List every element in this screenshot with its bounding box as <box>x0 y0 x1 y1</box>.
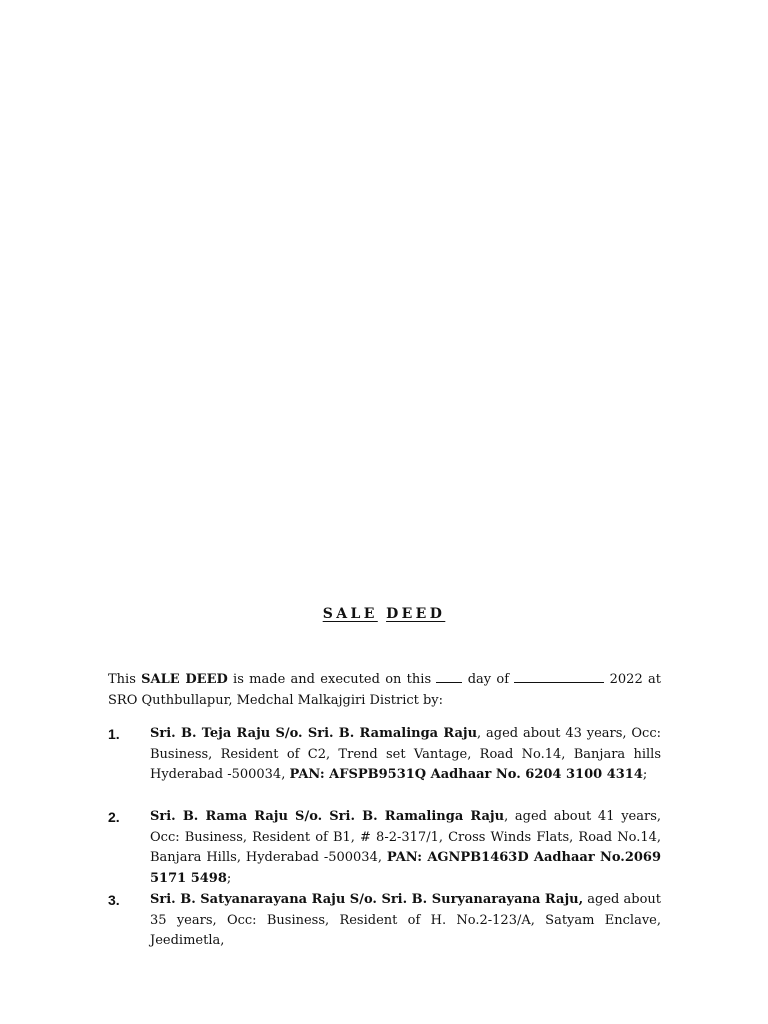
title-word-sale: SALE <box>322 606 378 622</box>
intro-text-1: This <box>108 672 142 687</box>
party-ids: PAN: AGNPB1463D Aadhaar No.2069 5171 5498 <box>150 850 662 886</box>
party-name: Sri. B. Satyanarayana Raju S/o. Sri. B. Suryanarayana Raju, <box>150 892 584 907</box>
intro-text-2: is made and executed on this <box>227 672 437 687</box>
party-details: , aged about 43 years, Occ: Business, Resident of C2, Trend set Vantage, Road No.14, Banjara hills Hyderabad -500034, <box>150 726 662 782</box>
party-end: ; <box>642 767 648 782</box>
intro-paragraph <box>108 670 661 711</box>
intro-bold-sale-deed: SALE DEED <box>141 672 228 687</box>
intro-text-3: day of <box>462 672 515 687</box>
party-details: aged about 35 years, Occ: Business, Resident of H. No.2-123/A, Satyam Enclave, Jeedimetla, <box>150 892 661 948</box>
month-blank <box>514 670 604 683</box>
party-details: , aged about 41 years, Occ: Business, Resident of B1, # 8-2-317/1, Cross Winds Flats, Road No.14, Banjara Hills, Hyderabad -500034, <box>150 809 662 865</box>
party-paragraph <box>150 890 661 952</box>
title-word-deed: DEED <box>386 606 446 622</box>
party-number: 2. <box>108 809 120 825</box>
party-name: Sri. B. Rama Raju S/o. Sri. B. Ramalinga Raju <box>150 809 505 824</box>
day-blank <box>436 670 462 683</box>
party-ids: PAN: AFSPB9531Q Aadhaar No. 6204 3100 4314 <box>289 767 643 782</box>
intro-text-4: 2022 at SRO Quthbullapur, Medchal Malkajgiri District by: <box>108 672 661 708</box>
party-number: 3. <box>108 892 120 908</box>
party-name: Sri. B. Teja Raju S/o. Sri. B. Ramalinga Raju <box>150 726 478 741</box>
party-end: ; <box>226 870 232 886</box>
document-title <box>0 606 768 622</box>
party-paragraph <box>150 724 661 786</box>
party-number: 1. <box>108 726 120 742</box>
party-paragraph <box>150 807 661 889</box>
